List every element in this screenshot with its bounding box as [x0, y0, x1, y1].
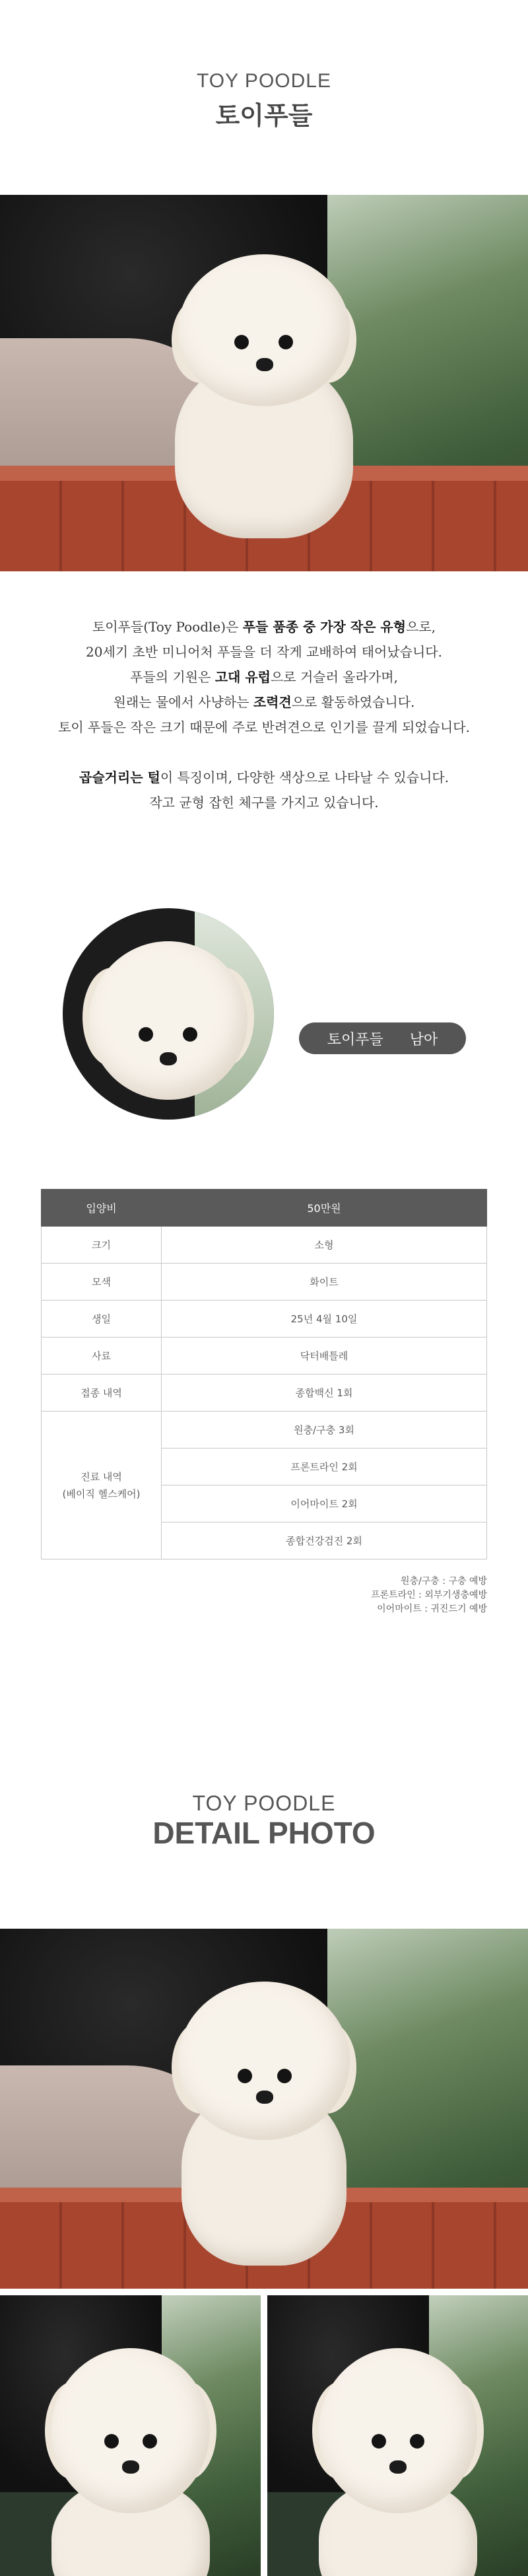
breed-title-en: TOY POODLE — [197, 70, 331, 92]
row-label: 사료 — [42, 1338, 162, 1375]
row-value: 닥터배틀레 — [162, 1338, 487, 1375]
table-row — [42, 1301, 487, 1338]
detail-photo-left — [0, 2295, 261, 2576]
care-label: 진료 내역 (베이직 헬스케어) — [42, 1412, 162, 1559]
table-row — [42, 1338, 487, 1375]
detail-title-en: TOY POODLE — [192, 1791, 336, 1815]
row-value: 종합백신 1회 — [162, 1375, 487, 1412]
intro-line-5: 토이 푸들은 작은 크기 때문에 주로 반려견으로 인기를 끌게 되었습니다. — [58, 719, 470, 735]
care-value: 이어마이트 2회 — [162, 1485, 487, 1522]
hero-puppy-photo — [0, 195, 528, 571]
row-label: 생일 — [42, 1301, 162, 1338]
fee-value: 50만원 — [162, 1190, 487, 1227]
sex-label: 남아 — [409, 1031, 438, 1048]
note-line: 프론트라인 : 외부기생충예방 — [371, 1590, 487, 1600]
care-notes — [371, 1575, 487, 1616]
care-value: 프론트라인 2회 — [162, 1449, 487, 1485]
detail-title: DETAIL PHOTO — [152, 1816, 376, 1850]
row-value: 25년 4월 10일 — [162, 1301, 487, 1338]
row-label: 모색 — [42, 1264, 162, 1301]
intro-line-3: 푸들의 기원은 고대 유럽으로 거슬러 올라가며, — [130, 669, 398, 685]
table-row — [42, 1227, 487, 1264]
row-value: 화이트 — [162, 1264, 487, 1301]
row-label: 접종 내역 — [42, 1375, 162, 1412]
table-row — [42, 1375, 487, 1412]
row-label: 크기 — [42, 1227, 162, 1264]
puppy-tag — [299, 1022, 466, 1054]
care-value: 원충/구충 3회 — [162, 1412, 487, 1449]
intro-line-1: 토이푸들(Toy Poodle)은 푸들 품종 중 가장 작은 유형으로, — [92, 619, 436, 635]
breed-label: 토이푸들 — [327, 1031, 383, 1048]
detail-photo-right — [267, 2295, 528, 2576]
breed-description — [0, 614, 528, 815]
intro-line-2: 20세기 초반 미니어처 푸들을 더 작게 교배하여 태어났습니다. — [86, 644, 442, 660]
breed-title-kr: 토이푸들 — [215, 101, 313, 130]
row-value: 소형 — [162, 1227, 487, 1264]
intro-line-6: 곱슬거리는 털이 특징이며, 다양한 색상으로 나타날 수 있습니다. — [79, 769, 449, 785]
table-row — [42, 1264, 487, 1301]
note-line: 이어마이트 : 귀진드기 예방 — [377, 1604, 487, 1614]
detail-photo-main — [0, 1929, 528, 2289]
table-row — [42, 1412, 487, 1449]
fee-label: 입양비 — [42, 1190, 162, 1227]
puppy-info-table — [41, 1189, 487, 1559]
note-line: 원충/구충 : 구충 예방 — [401, 1576, 487, 1587]
intro-line-7: 작고 균형 잡힌 체구를 가지고 있습니다. — [149, 795, 379, 810]
table-header-row — [42, 1190, 487, 1227]
care-value: 종합건강검진 2회 — [162, 1522, 487, 1559]
puppy-avatar — [63, 908, 274, 1120]
intro-line-4: 원래는 물에서 사냥하는 조력견으로 활동하였습니다. — [113, 694, 415, 710]
